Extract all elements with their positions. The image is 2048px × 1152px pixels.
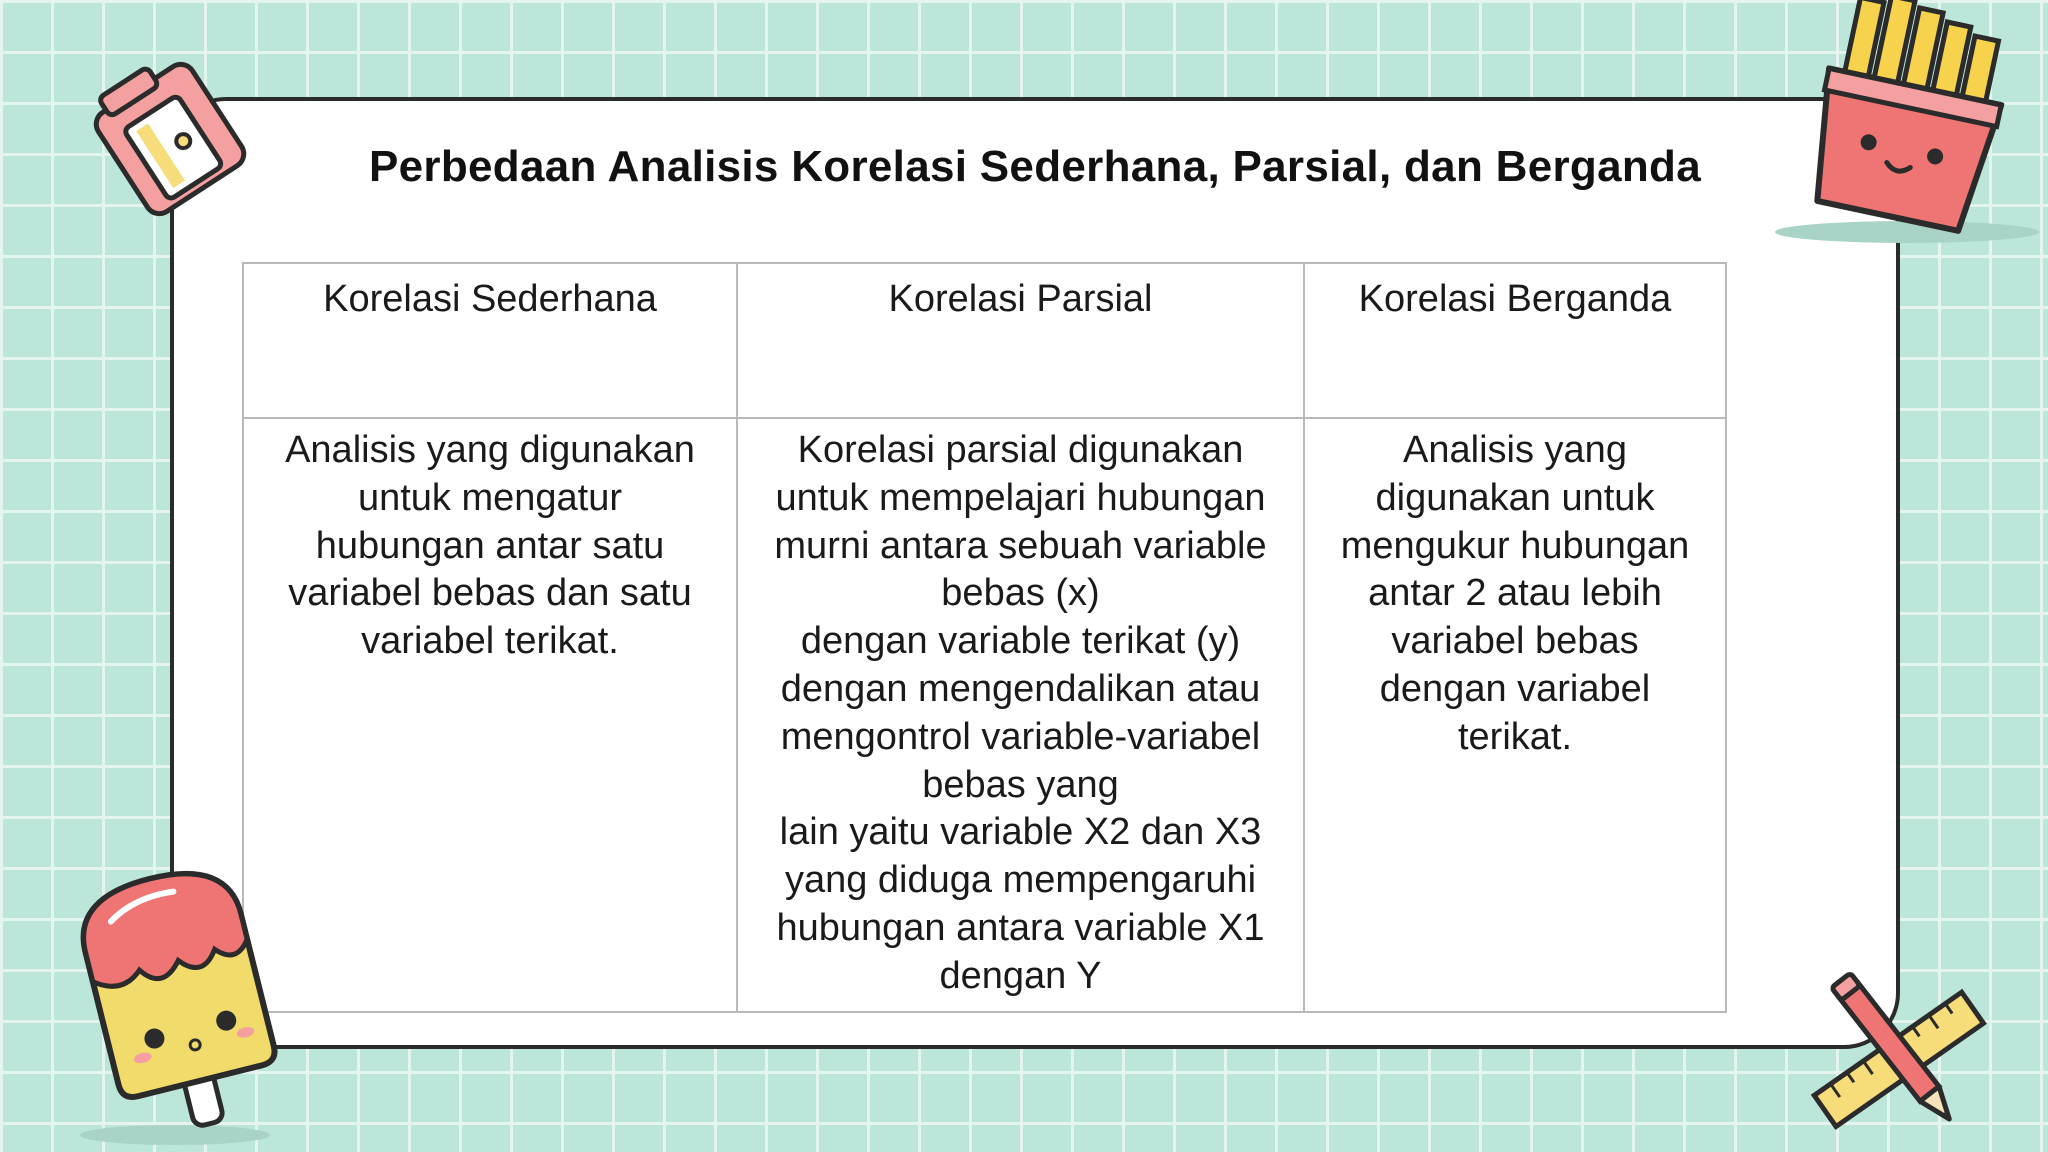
cell-line: variabel bebas (1391, 620, 1639, 663)
pencil-sharpener-icon (80, 44, 260, 234)
cell-line: mengontrol variable-variabel (780, 715, 1261, 758)
ruler-pencil-icon (1800, 966, 2000, 1146)
cell-line: variabel bebas dan satu (288, 572, 692, 615)
cell-line: dengan variable terikat (y) (800, 620, 1241, 663)
cell-line: terikat. (1457, 715, 1573, 758)
cell-line: untuk mempelajari hubungan (775, 476, 1266, 519)
cell-line: Analisis yang (1403, 429, 1627, 471)
cell-line: Korelasi parsial digunakan (797, 429, 1244, 471)
cell-line: hubungan antar satu (315, 524, 665, 567)
cell-line: dengan mengendalikan atau (780, 667, 1261, 710)
cell-line: bebas (x) (941, 572, 1100, 615)
body-cell-parsial (737, 418, 1304, 1012)
cell-line: hubungan antara variable X1 (776, 906, 1265, 949)
cell-line: dengan variabel (1379, 667, 1651, 710)
cell-line: antar 2 atau lebih (1368, 572, 1662, 615)
cell-line: digunakan untuk (1375, 476, 1655, 519)
cell-line: bebas yang (922, 763, 1119, 806)
table-row (243, 418, 1726, 1012)
slide-title: Perbedaan Analisis Korelasi Sederhana, Parsial, dan Berganda (368, 142, 1701, 191)
cell-line: Analisis yang digunakan (285, 429, 695, 471)
table-header-row (243, 263, 1726, 418)
body-cell-berganda (1304, 418, 1726, 1012)
body-cell-sederhana (243, 418, 737, 1012)
header-cell-sederhana: Korelasi Sederhana (243, 263, 737, 418)
popsicle-icon (60, 860, 310, 1150)
header-cell-parsial: Korelasi Parsial (737, 263, 1304, 418)
cell-line: untuk mengatur (357, 476, 623, 519)
cell-line: murni antara sebuah variable (774, 524, 1267, 567)
cell-line: yang diduga mempengaruhi (784, 859, 1257, 902)
cell-line: lain yaitu variable X2 dan X3 (779, 811, 1262, 854)
cell-line: mengukur hubungan (1340, 524, 1690, 567)
header-cell-berganda: Korelasi Berganda (1304, 263, 1726, 418)
french-fries-icon (1772, 0, 2042, 250)
cell-line: variabel terikat. (361, 620, 619, 663)
cell-line: dengan Y (939, 954, 1102, 997)
comparison-table (242, 262, 1727, 1013)
